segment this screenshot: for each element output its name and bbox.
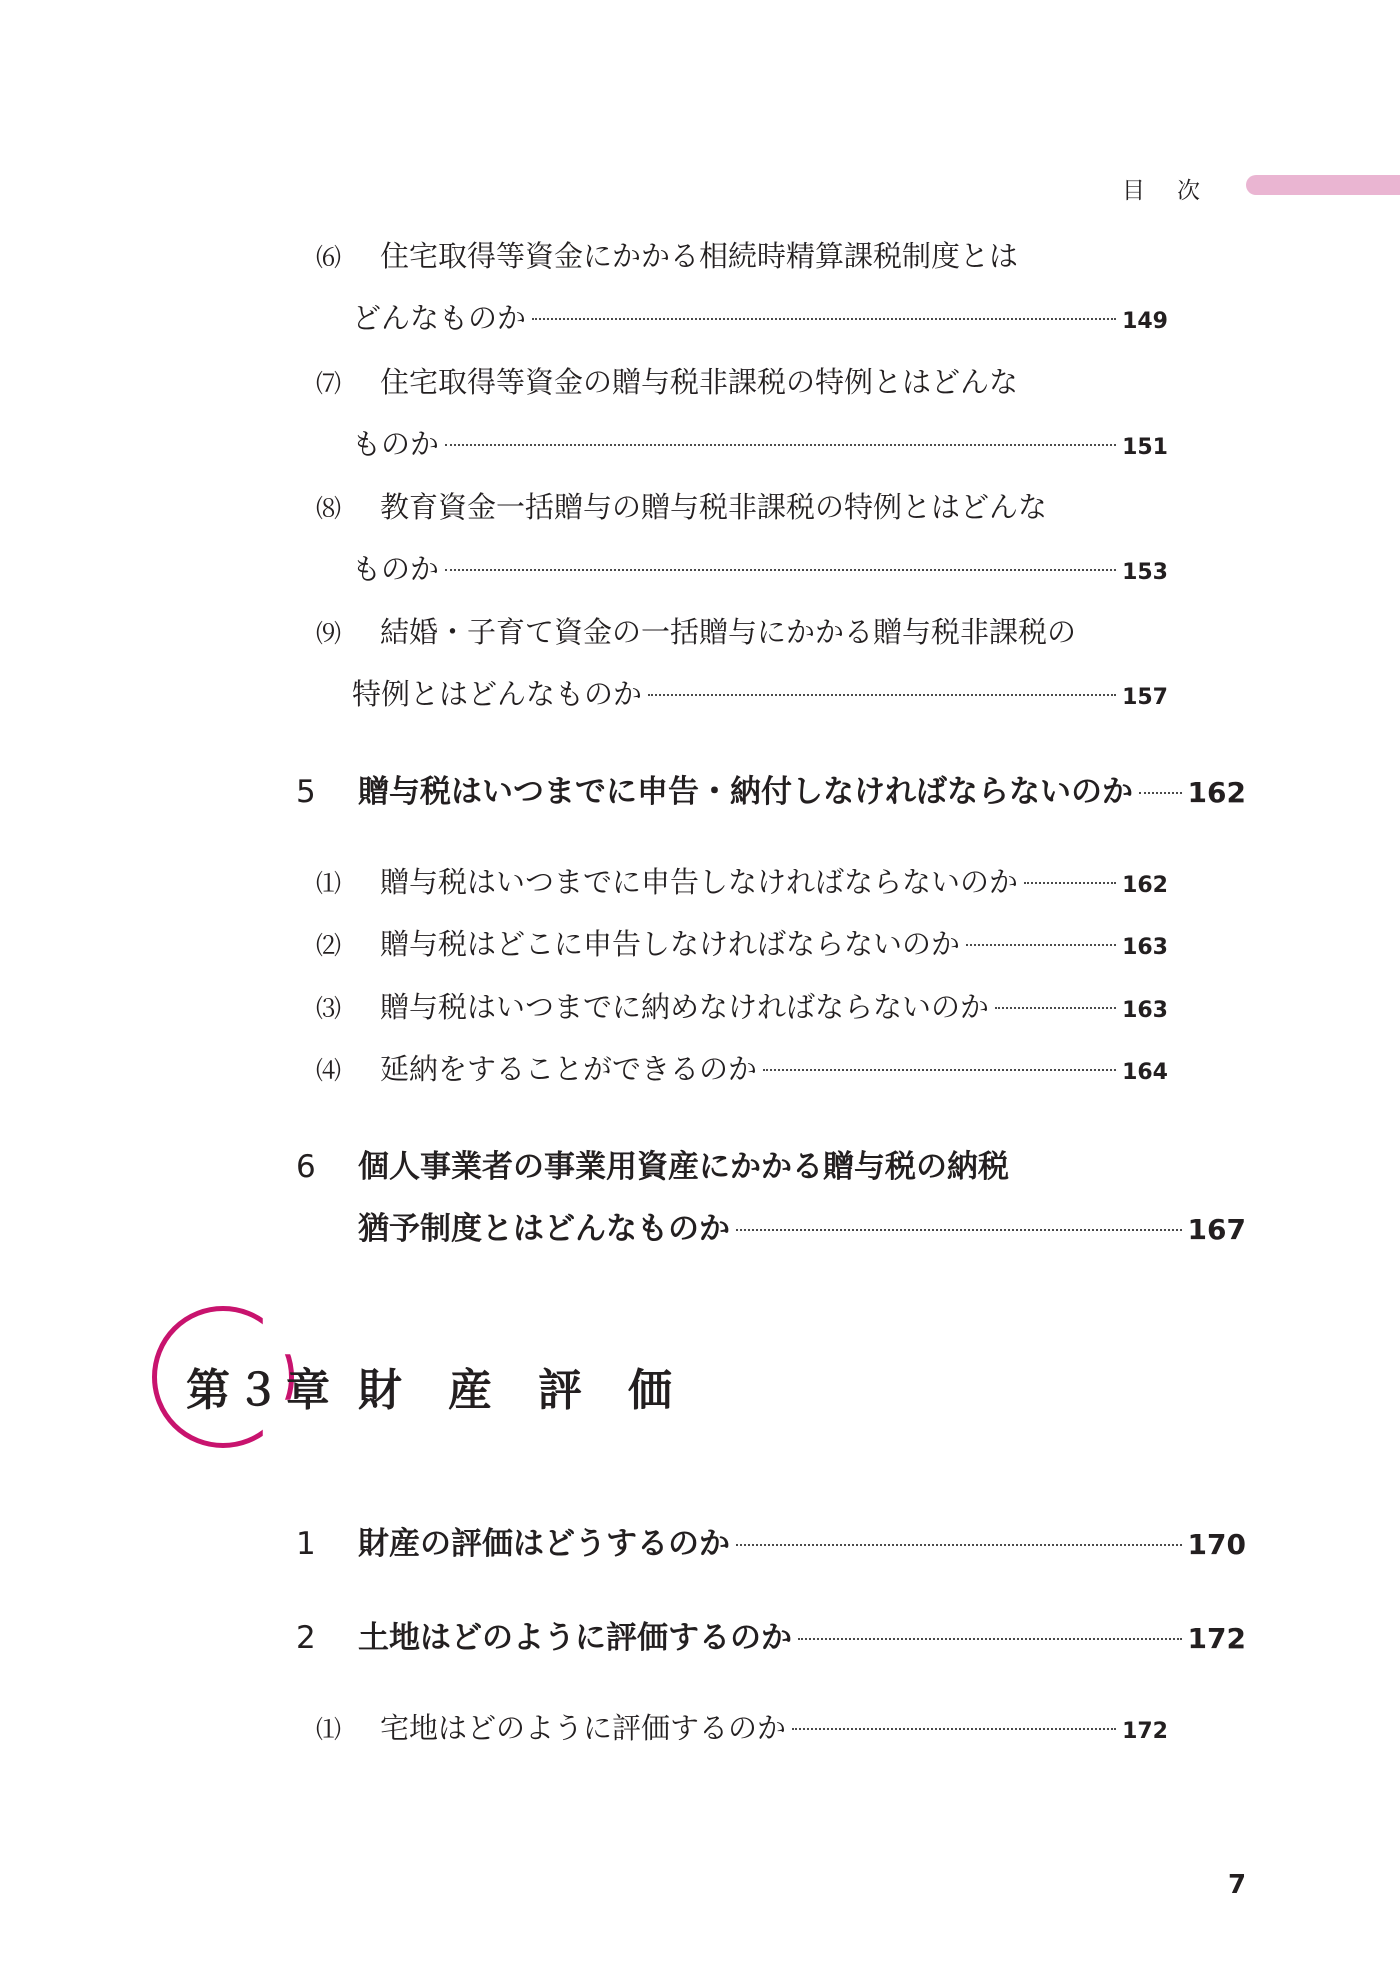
toc-section-6-line1[interactable] bbox=[296, 1141, 1009, 1186]
header-accent-bar bbox=[1246, 175, 1400, 195]
section-number: 6 bbox=[296, 1149, 316, 1185]
item-page: 172 bbox=[1122, 1719, 1168, 1744]
entry-title-cont: ものか bbox=[352, 552, 440, 586]
dot-leader bbox=[792, 1728, 1116, 1730]
toc-item-5-3[interactable] bbox=[316, 985, 1168, 1026]
section-number: 5 bbox=[296, 774, 316, 810]
section-title: 個人事業者の事業用資産にかかる贈与税の納税 bbox=[358, 1149, 1009, 1185]
item-number: ⑶ bbox=[316, 994, 342, 1023]
toc-ch3-section-1[interactable] bbox=[296, 1518, 1246, 1563]
toc-item-5-2[interactable] bbox=[316, 922, 1168, 963]
dot-leader bbox=[966, 944, 1116, 946]
dot-leader bbox=[532, 318, 1116, 320]
entry-title-cont: 特例とはどんなものか bbox=[352, 677, 643, 711]
entry-number: ⑻ bbox=[316, 494, 342, 523]
toc-ch3-section-2[interactable] bbox=[296, 1612, 1246, 1657]
item-title: 延納をすることができるのか bbox=[380, 1052, 758, 1086]
dot-leader bbox=[648, 694, 1116, 696]
dot-leader bbox=[445, 444, 1116, 446]
entry-number: ⑹ bbox=[316, 243, 342, 272]
dot-leader bbox=[736, 1544, 1182, 1546]
dot-leader bbox=[1024, 882, 1116, 884]
item-title: 贈与税はいつまでに申告しなければならないのか bbox=[380, 865, 1019, 899]
item-number: ⑴ bbox=[316, 1715, 342, 1744]
dot-leader bbox=[445, 569, 1116, 571]
item-title: 贈与税はいつまでに納めなければならないのか bbox=[380, 990, 990, 1024]
toc-section-5[interactable] bbox=[296, 766, 1246, 811]
item-number: ⑷ bbox=[316, 1056, 342, 1085]
section-page: 167 bbox=[1187, 1213, 1246, 1246]
page-number: 7 bbox=[1228, 1870, 1247, 1900]
chapter-title: 財産評価 bbox=[358, 1365, 718, 1416]
item-title: 贈与税はどこに申告しなければならないのか bbox=[380, 927, 961, 961]
entry-page: 149 bbox=[1122, 309, 1168, 334]
section-number: 1 bbox=[296, 1526, 316, 1562]
dot-leader bbox=[763, 1069, 1116, 1071]
toc-entry-9-line2[interactable] bbox=[352, 672, 1168, 713]
entry-title: 住宅取得等資金の贈与税非課税の特例とはどんな bbox=[380, 365, 1019, 399]
entry-title: 住宅取得等資金にかかる相続時精算課税制度とは bbox=[380, 239, 1019, 273]
item-page: 162 bbox=[1122, 873, 1168, 898]
section-title: 土地はどのように評価するのか bbox=[358, 1620, 792, 1656]
toc-entry-7-line1[interactable] bbox=[316, 360, 1018, 401]
item-title: 宅地はどのように評価するのか bbox=[380, 1711, 787, 1745]
item-page: 163 bbox=[1122, 998, 1168, 1023]
entry-page: 151 bbox=[1122, 435, 1168, 460]
section-page: 170 bbox=[1187, 1528, 1246, 1561]
item-number: ⑴ bbox=[316, 869, 342, 898]
toc-entry-7-line2[interactable] bbox=[352, 422, 1168, 463]
entry-page: 157 bbox=[1122, 685, 1168, 710]
entry-title: 結婚・子育て資金の一括贈与にかかる贈与税非課税の bbox=[380, 615, 1077, 649]
section-number: 2 bbox=[296, 1620, 316, 1656]
section-title: 財産の評価はどうするのか bbox=[358, 1526, 730, 1562]
section-page: 162 bbox=[1187, 776, 1246, 809]
dot-leader bbox=[1139, 792, 1182, 794]
dot-leader bbox=[995, 1007, 1116, 1009]
toc-entry-9-line1[interactable] bbox=[316, 610, 1076, 651]
item-page: 164 bbox=[1122, 1060, 1168, 1085]
toc-item-5-4[interactable] bbox=[316, 1047, 1168, 1088]
toc-ch3-item-2-1[interactable] bbox=[316, 1706, 1168, 1747]
entry-number: ⑼ bbox=[316, 619, 342, 648]
item-page: 163 bbox=[1122, 935, 1168, 960]
item-number: ⑵ bbox=[316, 931, 342, 960]
entry-title-cont: どんなものか bbox=[352, 301, 527, 335]
entry-number: ⑺ bbox=[316, 369, 342, 398]
chapter-number: 第３章 bbox=[186, 1365, 336, 1416]
running-header-label: 目次 bbox=[1122, 178, 1232, 204]
entry-title-cont: ものか bbox=[352, 427, 440, 461]
dot-leader bbox=[736, 1229, 1182, 1231]
entry-title: 教育資金一括贈与の贈与税非課税の特例とはどんな bbox=[380, 490, 1048, 524]
section-title: 贈与税はいつまでに申告・納付しなければならないのか bbox=[358, 774, 1133, 810]
dot-leader bbox=[798, 1638, 1182, 1640]
toc-entry-6-line2[interactable] bbox=[352, 296, 1168, 337]
section-page: 172 bbox=[1187, 1622, 1246, 1655]
toc-entry-8-line1[interactable] bbox=[316, 485, 1047, 526]
toc-section-6-line2[interactable] bbox=[358, 1203, 1246, 1248]
entry-page: 153 bbox=[1122, 560, 1168, 585]
toc-entry-6-line1[interactable] bbox=[316, 234, 1018, 275]
toc-item-5-1[interactable] bbox=[316, 860, 1168, 901]
toc-entry-8-line2[interactable] bbox=[352, 547, 1168, 588]
section-title-cont: 猶予制度とはどんなものか bbox=[358, 1211, 730, 1247]
